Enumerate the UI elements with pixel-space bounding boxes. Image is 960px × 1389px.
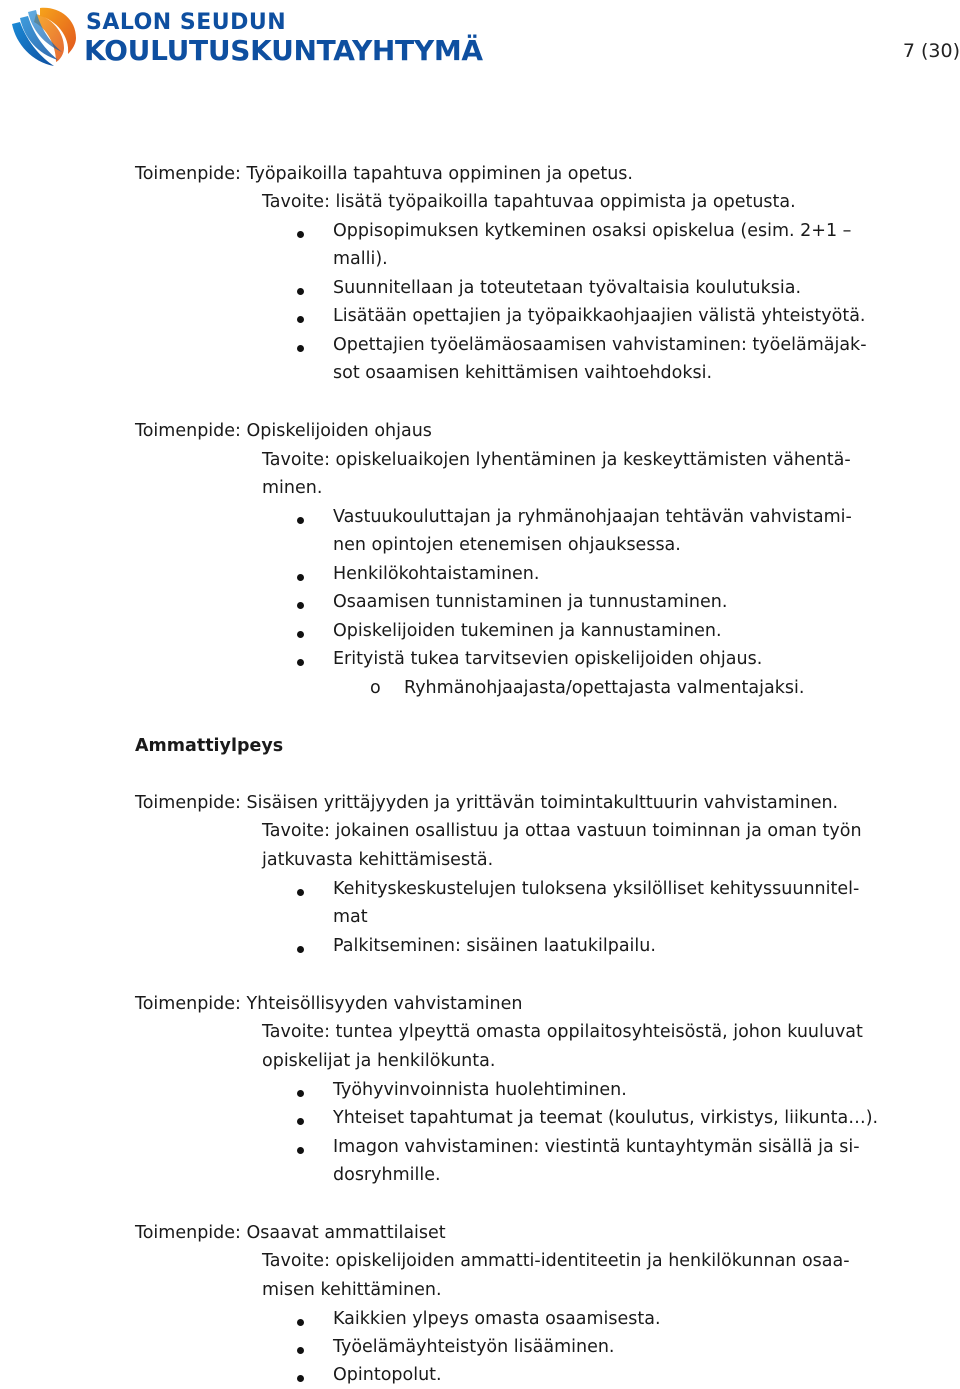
measure-heading: Toimenpide: Osaavat ammattilaiset [135, 1223, 446, 1243]
bullet-text: Suunnitellaan ja toteutetaan työvaltaisia koulutuksia. [333, 278, 802, 298]
bullet-text: Palkitseminen: sisäinen laatukilpailu. [333, 936, 656, 956]
section-heading: Ammattiylpeys [135, 736, 284, 756]
bullet-icon [297, 1147, 304, 1154]
organization-logo [6, 4, 483, 70]
measure-heading: Toimenpide: Yhteisöllisyyden vahvistaminen [135, 994, 523, 1014]
goal-text-cont: jatkuvasta kehittämisestä. [262, 850, 494, 870]
goal-text-cont: opiskelijat ja henkilökunta. [262, 1051, 496, 1071]
bullet-icon [297, 517, 304, 524]
bullet-text: Osaamisen tunnistaminen ja tunnustaminen. [333, 592, 728, 612]
measure-heading: Toimenpide: Opiskelijoiden ohjaus [135, 421, 432, 441]
sub-bullet-text: Ryhmänohjaajasta/opettajasta valmentajaksi. [404, 678, 805, 698]
bullet-text: Kaikkien ylpeys omasta osaamisesta. [333, 1309, 661, 1329]
bullet-text: Opettajien työelämäosaamisen vahvistaminen: työelämäjak- [333, 335, 867, 355]
bullet-text: Yhteiset tapahtumat ja teemat (koulutus, virkistys, liikunta…). [333, 1108, 879, 1128]
bullet-text: Kehityskeskustelujen tuloksena yksilölliset kehityssuunnitel- [333, 879, 860, 899]
logo-emblem-icon [6, 4, 82, 70]
bullet-text-cont: sot osaamisen kehittämisen vaihtoehdoksi. [333, 363, 713, 383]
bullet-icon [297, 288, 304, 295]
bullet-text: Oppisopimuksen kytkeminen osaksi opiskelua (esim. 2+1 – [333, 221, 852, 241]
sub-bullet-marker: o [370, 678, 381, 698]
bullet-text: Erityistä tukea tarvitsevien opiskelijoiden ohjaus. [333, 649, 763, 669]
bullet-icon [297, 659, 304, 666]
bullet-text-cont: mat [333, 907, 368, 927]
bullet-text: Työhyvinvoinnista huolehtiminen. [333, 1080, 627, 1100]
bullet-icon [297, 1319, 304, 1326]
bullet-icon [297, 1347, 304, 1354]
bullet-icon [297, 946, 304, 953]
bullet-icon [297, 316, 304, 323]
bullet-text: Työelämäyhteistyön lisääminen. [333, 1337, 615, 1357]
bullet-text: Imagon vahvistaminen: viestintä kuntayhtymän sisällä ja si- [333, 1137, 860, 1157]
bullet-icon [297, 889, 304, 896]
bullet-icon [297, 1118, 304, 1125]
bullet-text: Opiskelijoiden tukeminen ja kannustaminen. [333, 621, 722, 641]
goal-text: Tavoite: lisätä työpaikoilla tapahtuvaa oppimista ja opetusta. [262, 192, 796, 212]
bullet-text-cont: malli). [333, 249, 388, 269]
bullet-icon [297, 602, 304, 609]
bullet-text: Henkilökohtaistaminen. [333, 564, 540, 584]
bullet-text: Opintopolut. [333, 1365, 442, 1385]
bullet-text: Lisätään opettajien ja työpaikkaohjaajien välistä yhteistyötä. [333, 306, 866, 326]
bullet-text: Vastuukouluttajan ja ryhmänohjaajan tehtävän vahvistami- [333, 507, 852, 527]
goal-text: Tavoite: opiskeluaikojen lyhentäminen ja keskeyttämisten vähentä- [262, 450, 851, 470]
bullet-text-cont: dosryhmille. [333, 1165, 441, 1185]
bullet-icon [297, 1375, 304, 1382]
logo-line-2: KOULUTUSKUNTAYHTYMÄ [84, 34, 483, 67]
goal-text-cont: minen. [262, 478, 323, 498]
goal-text: Tavoite: opiskelijoiden ammatti-identiteetin ja henkilökunnan osaa- [262, 1251, 850, 1271]
bullet-icon [297, 574, 304, 581]
bullet-icon [297, 631, 304, 638]
measure-heading: Toimenpide: Sisäisen yrittäjyyden ja yrittävän toimintakulttuurin vahvistaminen. [135, 793, 839, 813]
goal-text: Tavoite: jokainen osallistuu ja ottaa vastuun toiminnan ja oman työn [262, 821, 862, 841]
goal-text: Tavoite: tuntea ylpeyttä omasta oppilaitosyhteisöstä, johon kuuluvat [262, 1022, 863, 1042]
bullet-icon [297, 1090, 304, 1097]
logo-line-1: SALON SEUDUN [86, 10, 287, 35]
bullet-icon [297, 345, 304, 352]
goal-text-cont: misen kehittäminen. [262, 1280, 442, 1300]
bullet-text-cont: nen opintojen etenemisen ohjauksessa. [333, 535, 681, 555]
measure-heading: Toimenpide: Työpaikoilla tapahtuva oppiminen ja opetus. [135, 164, 633, 184]
page-number: 7 (30) [902, 40, 960, 62]
bullet-icon [297, 231, 304, 238]
